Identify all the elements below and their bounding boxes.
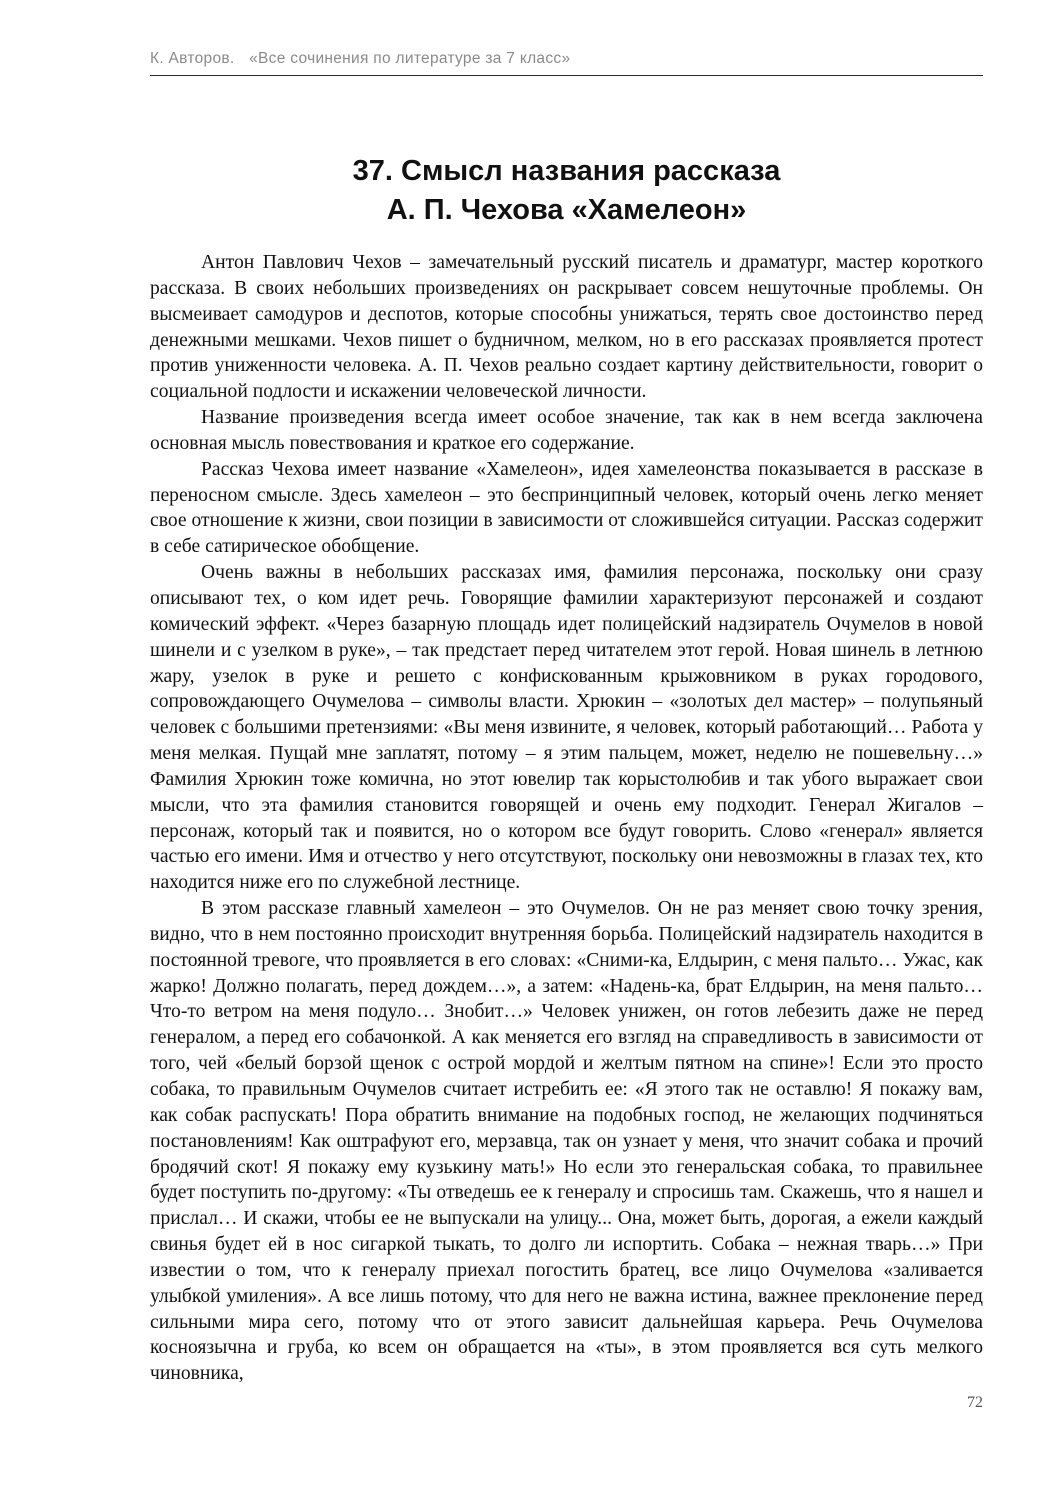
paragraph: Рассказ Чехова имеет название «Хамелеон», идея хамелеонства показывается в рассказе в переносном смысле. Здесь хамелеон – это беспринципный человек, который очень легко меняет свое отношение к жизни, свои позиции в зависимости от сложившейся ситуации. Рассказ содержит в себе сатирическое обобщение.	[150, 458, 983, 558]
page-number: 72	[967, 1394, 983, 1411]
essay-body	[150, 250, 983, 1387]
paragraph: Очень важны в небольших рассказах имя, фамилия персонажа, поскольку они сразу описывают тех, о ком идет речь. Говорящие фамилии характеризуют персонажей и создают комический эффект. «Через базарную площадь идет полицейский надзиратель Очумелов в новой шинели и с узелком в руке», – так предстает перед читателем этот герой. Новая шинель в летнюю жару, узелок в руке и решето с конфискованным крыжовником в руках городового, сопровождающего Очумелова – символы власти. Хрюкин – «золотых дел мастер» – полупьяный человек с большими претензиями: «Вы меня извините, я человек, который работающий… Работа у меня мелкая. Пущай мне заплатят, потому – я этим пальцем, может, неделю не пошевельну…» Фамилия Хрюкин тоже комична, но этот ювелир так корыстолюбив и так убого выражает свои мысли, что эта фамилия становится говорящей и очень ему подходит. Генерал Жигалов – персонаж, который так и появится, но о котором все будут говорить. Слово «генерал» является частью его имени. Имя и отчество у него отсутствуют, поскольку они невозможны в глазах тех, кто находится ниже его по служебной лестнице.	[150, 562, 983, 894]
chapter-title	[150, 152, 983, 230]
running-header	[150, 50, 570, 68]
paragraph: Название произведения всегда имеет особое значение, так как в нем всегда заключена основная мысль повествования и краткое его содержание.	[150, 407, 983, 454]
header-book-title: «Все сочинения по литературе за 7 класс»	[249, 50, 571, 67]
header-divider	[150, 75, 983, 76]
paragraph: В этом рассказе главный хамелеон – это Очумелов. Он не раз меняет свою точку зрения, видно, что в нем постоянно происходит внутренняя борьба. Полицейский надзиратель находится в постоянной тревоге, что проявляется в его словах: «Сними-ка, Елдырин, с меня пальто… Ужас, как жарко! Должно полагать, перед дождем…», а затем: «Надень-ка, брат Елдырин, на меня пальто… Что-то ветром на меня подуло… Знобит…» Человек унижен, он готов лебезить даже не перед генералом, а перед его собачонкой. А как меняется его взгляд на справедливость в зависимости от того, чей «белый борзой щенок с острой мордой и желтым пятном на спине»! Если это просто собака, то правильным Очумелов считает истребить ее: «Я этого так не оставлю! Я покажу вам, как собак распускать! Пора обратить внимание на подобных господ, не желающих подчиняться постановлениям! Как оштрафуют его, мерзавца, так он узнает у меня, что значит собака и прочий бродячий скот! Я покажу ему кузькину мать!» Но если это генеральская собака, то правильнее будет поступить по-другому: «Ты отведешь ее к генералу и спросишь там. Скажешь, что я нашел и прислал… И скажи, чтобы ее не выпускали на улицу... Она, может быть, дорогая, а ежели каждый свинья будет ей в нос сигаркой тыкать, то долго ли испортить. Собака – нежная тварь…» При известии о том, что к генералу приехал погостить братец, все лицо Очумелова «заливается улыбкой умиления». А все лишь потому, что для него не важна истина, важнее преклонение перед сильными мира сего, потому что от этого зависит дальнейшая карьера. Речь Очумелова косноязычна и груба, ко всем он обращается на «ты», в этом проявляется вся суть мелкого чиновника,	[150, 898, 983, 1385]
chapter-title-line-1: 37. Смысл названия рассказа	[352, 155, 781, 187]
paragraph: Антон Павлович Чехов – замечательный русский писатель и драматург, мастер короткого рассказа. В своих небольших произведениях он раскрывает совсем нешуточные проблемы. Он высмеивает самодуров и деспотов, которые способны унижаться, терять свое достоинство перед денежными мешками. Чехов пишет о будничном, мелком, но в его рассказах проявляется протест против униженности человека. А. П. Чехов реально создает картину действительности, говорит о социальной подлости и искажении человеческой личности.	[150, 252, 983, 403]
chapter-title-line-2: А. П. Чехова «Хамелеон»	[386, 194, 747, 226]
header-author: К. Авторов.	[150, 50, 235, 67]
